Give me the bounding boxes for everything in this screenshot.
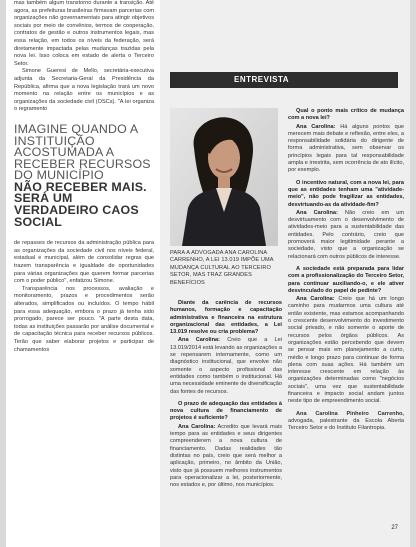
section-title: ENTREVISTA (234, 75, 290, 84)
article-paragraph: mas também algum transtorno durante a transição. Até agora, as prefeituras brasileiras firmavam parcerias com organizações não governamentais para atingir objetivos sociais por meio de convênios, termos de cooperação, contratos de gestão e outros instrumentos legais, mas essa relação, em todos os níveis da federação, será diretamente impactada pelas mudanças trazidas pela nova lei. Isso coloca em estado de alerta o Terceiro Setor. (14, 0, 154, 67)
interviewee-signature (288, 411, 404, 433)
signature-name: Ana Carolina Pinheiro Carrenho, (296, 410, 404, 417)
interview-sidebar (160, 0, 410, 547)
portrait-illustration (170, 108, 278, 246)
interview-answer (170, 424, 282, 490)
interview-answer (288, 296, 404, 405)
interviewee-photo (170, 108, 278, 246)
interview-question: A sociedade está preparada para lidar com a profissionalização do Terceiro Setor, para continuar auxiliando-o, e ele ativer desvinculado do papel de pedinte? (288, 265, 404, 294)
answer-speaker: Ana Carolina: (296, 296, 335, 303)
interview-question: Qual o ponto mais crítico de mudança com a nova lei? (288, 108, 404, 122)
signature-text: advogada, palestrante da Escola Aberta Terceiro Setor e do Instituto Filantropia. (288, 417, 404, 432)
answer-text: Não creio em um desvirtuamento com o desenvolvimento de atividades-meio para a sustentabilidade das entidades. Pelo contrário, creio que promoverá maior legitimidade perante a sociedade, visto que a organização se relacionará com outros públicos de interesse. (288, 209, 404, 260)
main-article-column (6, 0, 160, 547)
answer-speaker: Ana Carolina: (296, 123, 336, 130)
answer-text: Creio que a Lei 13.019/2014 está levando as organizações a se repensarem internamente, como um diagnóstico institucional, que envolve não somente o aspecto profissional das entidades como também o institucional. Há uma necessidade eminente de diversificação das fontes de recursos. (170, 337, 282, 395)
interview-answer (288, 210, 404, 261)
interview-column-right (288, 108, 404, 432)
answer-text: Há alguns pontos que merecem mais debate e reflexão, entre eles, a responsabilidade solidária do dirigente de forma administrativa, sem observar os princípios legais para tal responsabilidade ampla e irrestrita, sem ocorrência de ato ilícito, por exemplo. (288, 123, 404, 174)
interview-column-left (170, 300, 282, 494)
page-number: 27 (391, 525, 398, 531)
answer-text: Creio que há um longo caminho para mudarmos uma cultura até então existente, mas estamos acompanhando o crescente desenvolvimento do investimento social privado, e não somente o aporte de recursos pelos órgãos públicos. As organizações estão percebendo que devem se pensar mais em planejamento a curto, médio e longo prazo para continuar de forma plena com suas ações. Há também um interesse crescente em relação às organizações determinadas como "negócios sociais", uma vez que sustentabilidade financeira e impacto social andam juntos neste tipo de empreendimento social. (288, 296, 404, 405)
answer-text: Acredito que levará mais tempo para as entidades e seus dirigentes compreenderem a nova cultura de financiamento. Dadas realidades tão distintas no país, creio que será melhor a aplicação, primeiro, no âmbito da União, visto que já possuem melhores instrumentos para operacionalizar a lei, posteriormente, nos estados e, por último, nos municípios. (170, 423, 282, 489)
magazine-page (6, 0, 410, 547)
article-paragraph: Transparência nos processos, avaliação e monitoramento, prazos e procedimentos serão alterados, simplificados ou incluídos. O tempo hábil para essa adequação, embora o prazo já tenha sido prorrogado, parece ser pouco. "A parte desta data, todas as instituições passarão por análise documental e de capacitação técnica para receber recursos públicos. Terão que saber elaborar projetos e participar de chamamentos (14, 285, 154, 353)
interview-answer (170, 337, 282, 395)
pull-quote (14, 121, 154, 229)
answer-speaker: Ana Carolina: (178, 423, 216, 430)
section-title-bar (170, 72, 398, 88)
pull-quote-light: IMAGINE QUANDO A INSTITUIÇÃO ACOSTUMADA A RECEBER RECURSOS DO MUNICÍPIO (14, 121, 151, 183)
answer-speaker: Ana Carolina: (178, 337, 220, 344)
photo-caption: PARA A ADVOGADA ANA CAROLINA CARRENHO, A LEI 13.019 IMPÕE UMA MUDANÇA CULTURAL AO TERCEIRO SETOR, MAS TRAZ GRANDES BENEFÍCIOS (170, 250, 274, 286)
interview-question: O incentivo natural, com a nova lei, para que as entidades tenham uma "atividade-meio", não pode fragilizar as entidades, desvirtuando-as da atividade-fim? (288, 179, 404, 208)
answer-speaker: Ana Carolina: (296, 209, 338, 216)
interview-question: O prazo de adequação das entidades à nova cultura de financiamento de projetos é suficiente? (170, 400, 282, 422)
article-paragraph: de repasses de recursos da administração pública para as organizações da sociedade civil nos níveis federal, estadual e municipal, além de consolidar regras que trazem transparência e igualdade de oportunidades para várias organizações que querem formar parcerias com o poder público", enfatizou Simone. (14, 240, 154, 285)
article-paragraph: Simone Gueresi de Mello, secretária-executiva adjunta da Secretaria-Geral da Presidência da República, afirma que a nova legislação trará um novo momento na relação entre os municípios e as organizações da sociedade civil (OSCs). "A lei organiza o regramento (14, 68, 154, 113)
interview-question: Diante da carência de recursos humanos, formação e capacitação administrativa e financeira na estrutura organizacional das entidades, a Lei 13.019 resolve ou cria problema? (170, 300, 282, 336)
interview-answer (288, 124, 404, 175)
pull-quote-bold: NÃO RECEBER MAIS. SERÁ UM VERDADEIRO CAOS SOCIAL (14, 179, 147, 229)
